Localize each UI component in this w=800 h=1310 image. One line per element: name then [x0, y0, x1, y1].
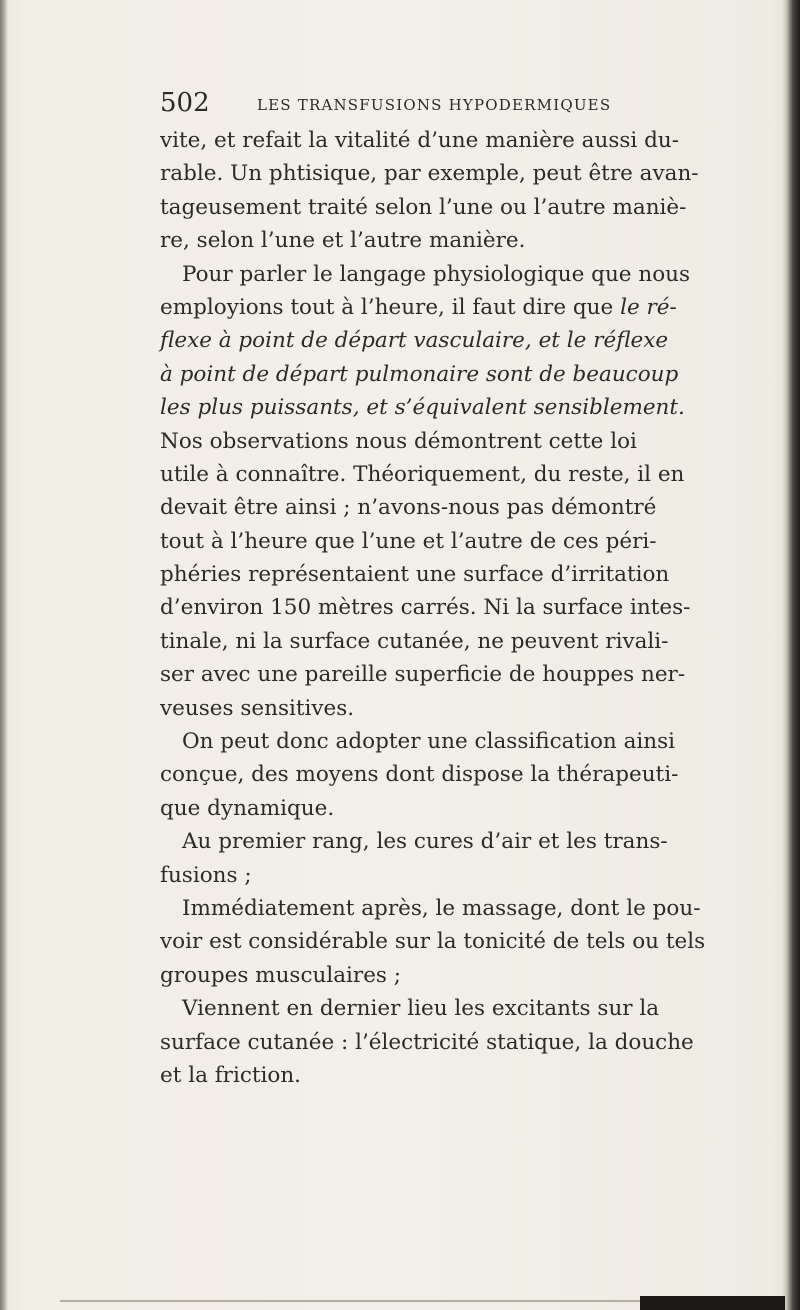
- text-line: Viennent en dernier lieu les excitants sur la: [182, 996, 660, 1022]
- text-line: phéries représentaient une surface d’irritation: [160, 562, 670, 588]
- italic-span: s’équivalent sensiblement.: [394, 395, 685, 421]
- text-line: re, selon l’une et l’autre manière.: [160, 228, 526, 254]
- text-line: Au premier rang, les cures d’air et les trans-: [182, 829, 668, 855]
- text-line: à point de départ pulmonaire sont de beaucoup: [160, 361, 679, 387]
- page-left-edge: [0, 0, 8, 1310]
- body-text: [160, 124, 706, 1092]
- italic-span: flexe à point de départ vasculaire: [160, 328, 525, 354]
- text-line: surface cutanée : l’électricité statique, la douche: [160, 1029, 694, 1055]
- text-line: voir est considérable sur la tonicité de tels ou tels: [160, 929, 706, 955]
- italic-span: le ré-: [620, 294, 677, 320]
- text-span: employions tout à l’heure, il faut dire que: [160, 294, 614, 320]
- text-line: rable. Un phtisique, par exemple, peut être avan-: [160, 161, 699, 187]
- text-line: et la friction.: [160, 1062, 302, 1088]
- page-bottom-rule: [60, 1300, 650, 1302]
- text-line: [160, 291, 677, 324]
- text-line: tout à l’heure que l’une et l’autre de ces péri-: [160, 528, 657, 554]
- text-line: fusions ;: [160, 862, 252, 888]
- text-line: d’environ 150 mètres carrés. Ni la surface intes-: [160, 595, 691, 621]
- text-line: vite, et refait la vitalité d’une manière aussi du-: [160, 128, 679, 153]
- text-line: tageusement traité selon l’une ou l’autre maniè-: [160, 194, 687, 220]
- text-line: que dynamique.: [160, 795, 335, 821]
- text-line: Nos observations nous démontrent cette loi: [160, 428, 637, 454]
- text-line: devait être ainsi ; n’avons-nous pas démontré: [160, 495, 657, 521]
- running-title: LES TRANSFUSIONS HYPODERMIQUES: [257, 96, 612, 114]
- text-line: tinale, ni la surface cutanée, ne peuvent rivali-: [160, 628, 669, 654]
- italic-span: , et: [352, 395, 388, 421]
- page-bottom-shadow: [640, 1296, 785, 1310]
- text-line: ser avec une pareille superficie de houppes ner-: [160, 662, 686, 688]
- text-line: Pour parler le langage physiologique que nous: [182, 261, 691, 287]
- page-header: [160, 88, 620, 118]
- text-line: utile à connaître. Théoriquement, du reste, il en: [160, 461, 685, 487]
- text-line: [160, 324, 669, 357]
- italic-span: , et le réflexe: [524, 328, 669, 354]
- text-line: On peut donc adopter une classification ainsi: [182, 729, 676, 755]
- text-line: veuses sensitives.: [160, 695, 355, 721]
- text-line: conçue, des moyens dont dispose la thérapeuti-: [160, 762, 679, 788]
- page-number: 502: [160, 88, 210, 118]
- text-line: groupes musculaires ;: [160, 962, 402, 988]
- page-right-edge: [782, 0, 800, 1310]
- italic-span: les plus puissants: [160, 395, 353, 421]
- text-line: Immédiatement après, le massage, dont le pou-: [182, 895, 701, 921]
- text-line: [160, 391, 685, 424]
